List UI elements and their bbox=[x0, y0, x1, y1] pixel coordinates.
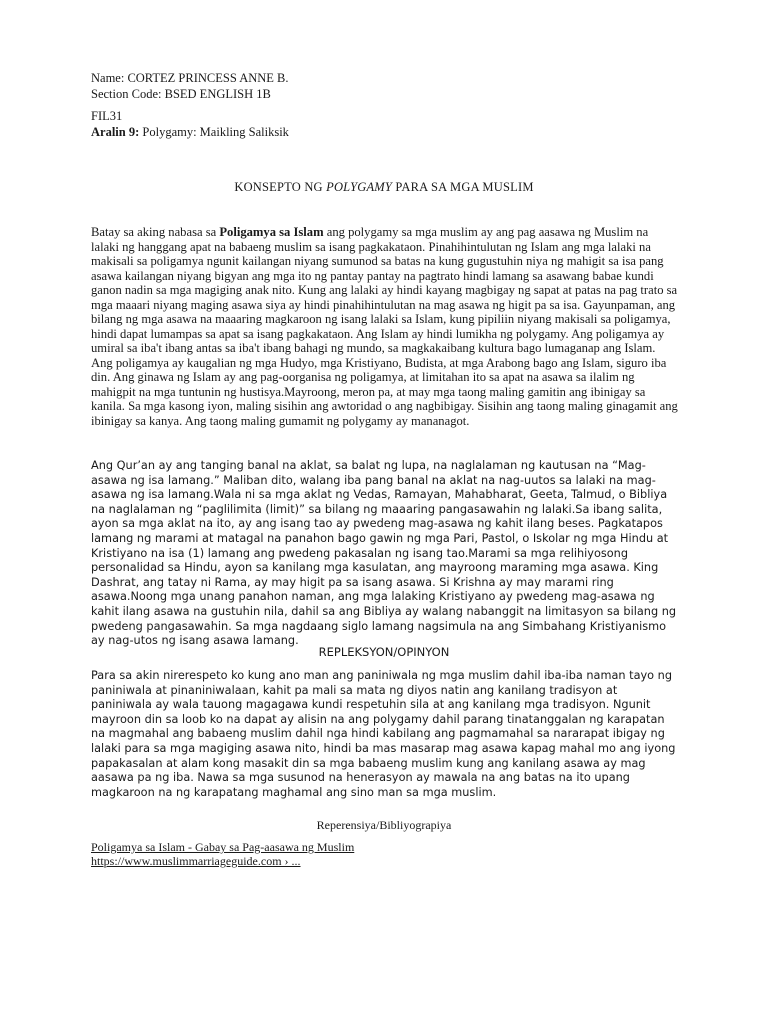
lesson-label: Aralin 9: bbox=[91, 125, 140, 139]
lesson-line bbox=[91, 124, 289, 140]
lesson-title: Polygamy: Maikling Saliksik bbox=[139, 125, 289, 139]
course-code: FIL31 bbox=[91, 109, 123, 123]
title-prefix: KONSEPTO NG bbox=[234, 180, 327, 194]
references-heading: Reperensiya/Bibliyograpiya bbox=[316, 818, 452, 832]
concept-paragraph bbox=[91, 225, 679, 428]
paragraph-intro: Batay sa aking nabasa sa bbox=[91, 225, 220, 239]
reflection-paragraph: Para sa akin nirerespeto ko kung ano man ang paniniwala ng mga muslim dahil iba-iba naman tayo ng paniniwala at pinaniniwalaan, kahit pa mali sa mata ng diyos natin ang kanilang tradisyon at paniniwala ay wala tauong magagawa kundi respetuhin sila at ang kanilang mga tradisyon. Ngunit mayroon din sa loob ko na dapat ay alisin na ang polygamy dahil parang tinatanggalan ng karapatan na magmahal ang babaeng muslim dahil nga hindi kabilang ang pagmamahal sa nararapat ibigay ng lalaki para sa mga magiging asawa nito, hindi ba mas masarap mag asawa kapag mahal mo ang iyong papakasalan at alam kong masakit din sa mga babaeng muslim kung ang kanilang asawa ay mag aasawa pa ng iba. Nawa sa mga susunod na henerasyon ay mawala na ang batas na ito upang magkaroon na ng karapatang maghamal ang sino man sa mga muslim. bbox=[91, 669, 676, 799]
reference-title-link[interactable]: Poligamya sa Islam - Gabay sa Pag-aasawa ng Muslim bbox=[91, 840, 355, 854]
title-italic: POLYGAMY bbox=[326, 180, 393, 194]
source-title: Poligamya sa Islam bbox=[219, 225, 324, 239]
quran-paragraph: Ang Qur’an ay ang tanging banal na aklat, sa balat ng lupa, na naglalaman ng kautusan na “Mag-asawa ng isa lamang.” Maliban dito, walang iba pang banal na aklat na nag-uutos sa lalaki na mag-asawa ng isa lamang.Wala ni sa mga aklat ng Vedas, Ramayan, Mahabharat, Geeta, Talmud, o Bibliya na naglalaman ng “paglilimita (limit)” sa bilang ng maaaring pangasawahin ng lalaki.Sa ibang salita, ayon sa mga aklat na ito, ay ang isang tao ay pwedeng mag-asawa ng kahit ilang beses. Pagkatapos lamang ng marami at matagal na panahon bago gawin ng mga Pari, Pastol, o Iskolar ng mga Hindu at Kristiyano na isa (1) lamang ang pwedeng pakasalan ng isang tao.Marami sa mga relihiyosong personalidad sa Hindu, ayon sa kanilang mga kasulatan, ang mayroong maraming mga asawa. King Dashrat, ang tatay ni Rama, ay may higit pa sa isang asawa. Si Krishna ay may marami ring asawa.Noong mga unang panahon naman, ang mga lalaking Kristiyano ay pwedeng mag-asawa ng kahit ilang asawa na gustuhin nila, dahil sa ang Bibliya ay walang nabanggit na limitasyon sa bilang ng pwedeng pangasawahin. Sa mga nagdaang siglo lamang nagsimula na ang Simbahang Kristiyanismo ay nag-utos ng isang asawa lamang. bbox=[91, 459, 677, 648]
section-code: Section Code: BSED ENGLISH 1B bbox=[91, 87, 271, 101]
student-name: Name: CORTEZ PRINCESS ANNE B. bbox=[91, 71, 289, 85]
title-suffix: PARA SA MGA MUSLIM bbox=[392, 180, 534, 194]
paragraph-body: ang polygamy sa mga muslim ay ang pag aasawa ng Muslim na lalaki ng hanggang apat na babaeng muslim sa isang pagkakataon. Pinahihintulutan ng Islam ang mga lalaki na makisali sa poligamya ngunit kailangan niyang sumunod sa batas na kung gugustuhin niya ng mahigit sa isa pang asawa kailangan niyang bigyan ang mga ito ng pantay pantay na pagtrato hindi lamang sa asawang babae kundi ganon nadin sa mga magiging anak nito. Kung ang lalaki ay hindi kayang magbigay ng sapat at patas na pag trato sa mga maaari niyang maging asawa siya ay hindi pinahihintulutan na mag asawa ng higit pa sa isa. Gayunpaman, ang bilang ng mga asawa na maaaring magkaroon ng isang lalaki sa Islam, kung pipiliin niyang makisali sa poligamya, hindi dapat lumampas sa apat sa isang pagkakataon. Ang Islam ay hindi lumikha ng polygamy. Ang poligamya ay umiral sa iba't ibang antas sa iba't ibang bahagi ng mundo, sa magkakaibang kultura bago lumaganap ang Islam. Ang poligamya ay kaugalian ng mga Hudyo, mga Kristiyano, Budista, at mga Arabong bago ang Islam, siguro iba din. Ang ginawa ng Islam ay ang pag-oorganisa ng poligamya, at limitahan ito sa apat na asawa sa ilalim ng mahigpit na mga tuntunin ng hustisya.Mayroong, meron pa, at may mga taong maling gamitin ang ibinigay sa kanila. Sa mga kasong iyon, maling sisihin ang awtoridad o ang nagbibigay. Sisihin ang taong maling ginagamit ang ibinigay sa kanya. Ang taong maling gumamit ng polygamy ay mananagot. bbox=[91, 225, 678, 428]
reference-url-link[interactable]: https://www.muslimmarriageguide.com › ... bbox=[91, 854, 301, 868]
document-title bbox=[0, 180, 768, 195]
reflection-heading: REPLEKSYON/OPINYON bbox=[318, 645, 450, 659]
